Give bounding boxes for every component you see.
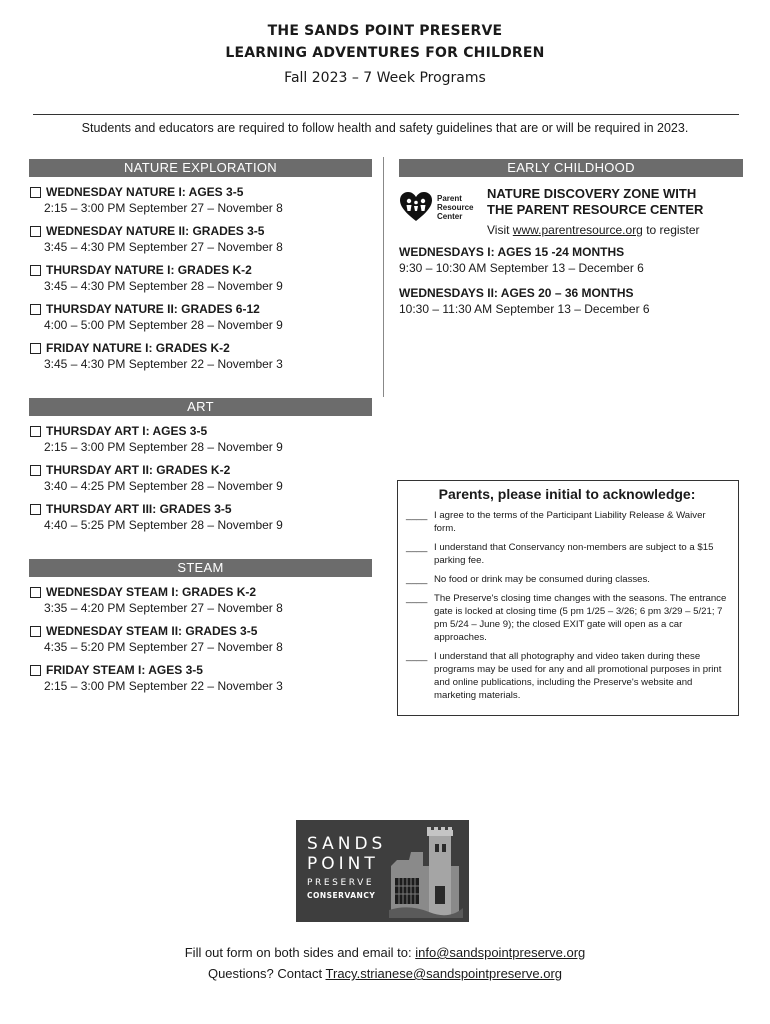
document-header [0, 20, 770, 90]
program-item [29, 341, 372, 372]
acknowledgement-text: I agree to the terms of the Participant Liability Release & Waiver form. [434, 510, 706, 534]
program-item [29, 263, 372, 294]
session-time: 9:30 – 10:30 AM September 13 – December 6 [399, 261, 644, 275]
section-bar-steam: STEAM [29, 559, 372, 577]
program-item [29, 185, 372, 216]
initial-blank[interactable]: ____ [406, 651, 428, 662]
checkbox[interactable] [30, 343, 41, 354]
program-item [29, 585, 372, 616]
acknowledgement-item [406, 541, 728, 567]
parent-resource-center-block [399, 186, 743, 237]
footer [0, 942, 770, 984]
initial-blank[interactable]: ____ [406, 510, 428, 521]
program-time: 3:40 – 4:25 PM September 28 – November 9 [44, 479, 283, 493]
program-time: 4:00 – 5:00 PM September 28 – November 9 [44, 318, 283, 332]
column-divider [383, 157, 384, 397]
program-name: FRIDAY NATURE I: GRADES K-2 [46, 341, 230, 355]
acknowledgement-text: The Preserve's closing time changes with the seasons. The entrance gate is locked at closing time (5 pm 1/25 – 3/26; 6 pm 3/29 – 5/21; 7 pm 5/24 – June 9); the closed EXIT gate will open as a car approaches. [434, 593, 727, 643]
session-item [399, 286, 743, 317]
checkbox[interactable] [30, 587, 41, 598]
title-line-2: LEARNING ADVENTURES FOR CHILDREN [225, 45, 545, 61]
heart-family-icon [399, 191, 433, 223]
program-name: THURSDAY ART I: AGES 3-5 [46, 424, 208, 438]
program-name: THURSDAY ART III: GRADES 3-5 [46, 502, 232, 516]
program-item [29, 663, 372, 694]
program-item [29, 424, 372, 455]
session-name: WEDNESDAYS II: AGES 20 – 36 MONTHS [399, 286, 634, 300]
checkbox[interactable] [30, 426, 41, 437]
prc-logo-label: Parent Resource Center [437, 193, 474, 221]
parent-resource-center-logo [399, 186, 487, 228]
program-name: THURSDAY ART II: GRADES K-2 [46, 463, 231, 477]
acknowledgement-item [406, 650, 728, 702]
program-name: FRIDAY STEAM I: AGES 3-5 [46, 663, 203, 677]
subtitle: Fall 2023 – 7 Week Programs [284, 70, 486, 86]
program-time: 4:35 – 5:20 PM September 27 – November 8 [44, 640, 283, 654]
program-name: THURSDAY NATURE I: GRADES K-2 [46, 263, 252, 277]
checkbox[interactable] [30, 265, 41, 276]
checkbox[interactable] [30, 304, 41, 315]
session-time: 10:30 – 11:30 AM September 13 – December 6 [399, 302, 650, 316]
prc-heading-2: THE PARENT RESOURCE CENTER [487, 202, 704, 217]
checkbox[interactable] [30, 187, 41, 198]
program-name: WEDNESDAY STEAM II: GRADES 3-5 [46, 624, 258, 638]
program-item [29, 624, 372, 655]
program-time: 2:15 – 3:00 PM September 22 – November 3 [44, 679, 283, 693]
program-item [29, 224, 372, 255]
castle-icon [389, 826, 463, 918]
section-bar-art: ART [29, 398, 372, 416]
checkbox[interactable] [30, 626, 41, 637]
acknowledgement-item [406, 573, 728, 586]
acknowledgement-box [397, 480, 739, 716]
sands-point-logo [296, 820, 469, 922]
checkbox[interactable] [30, 226, 41, 237]
initial-blank[interactable]: ____ [406, 574, 428, 585]
info-email-link[interactable]: info@sandspointpreserve.org [415, 945, 586, 960]
initial-blank[interactable]: ____ [406, 593, 428, 604]
header-rule [33, 114, 739, 115]
program-name: WEDNESDAY NATURE II: GRADES 3-5 [46, 224, 265, 238]
program-time: 3:45 – 4:30 PM September 28 – November 9 [44, 279, 283, 293]
visit-line: Visit www.parentresource.org to register [487, 223, 700, 237]
program-name: THURSDAY NATURE II: GRADES 6-12 [46, 302, 260, 316]
acknowledgement-text: I understand that all photography and video taken during these programs may be used for any and all promotional purposes in print and online publications, including the Preserve's website and marketing materials. [434, 651, 722, 701]
program-item [29, 463, 372, 494]
program-time: 3:35 – 4:20 PM September 27 – November 8 [44, 601, 283, 615]
left-column [29, 159, 372, 694]
health-notice: Students and educators are required to follow health and safety guidelines that are or will be required in 2023. [81, 121, 689, 135]
acknowledgement-item [406, 509, 728, 535]
program-time: 3:45 – 4:30 PM September 22 – November 3 [44, 357, 283, 371]
program-time: 2:15 – 3:00 PM September 28 – November 9 [44, 440, 283, 454]
section-bar-nature: NATURE EXPLORATION [29, 159, 372, 177]
footer-line-1: Fill out form on both sides and email to: info@sandspointpreserve.org [184, 945, 586, 960]
checkbox[interactable] [30, 665, 41, 676]
initial-blank[interactable]: ____ [406, 542, 428, 553]
program-name: WEDNESDAY STEAM I: GRADES K-2 [46, 585, 257, 599]
acknowledgement-text: No food or drink may be consumed during classes. [434, 574, 650, 585]
session-item [399, 245, 743, 276]
acknowledgement-title: Parents, please initial to acknowledge: [438, 486, 696, 502]
checkbox[interactable] [30, 465, 41, 476]
program-time: 3:45 – 4:30 PM September 27 – November 8 [44, 240, 283, 254]
prc-text [487, 186, 703, 237]
title-line-1: THE SANDS POINT PRESERVE [267, 23, 503, 39]
prc-heading-1: NATURE DISCOVERY ZONE WITH [487, 186, 697, 201]
right-column [399, 159, 743, 317]
program-name: WEDNESDAY NATURE I: AGES 3-5 [46, 185, 244, 199]
parentresource-link[interactable]: www.parentresource.org [512, 223, 643, 237]
program-item [29, 502, 372, 533]
logo-wordmark: SANDS POINT PRESERVE CONSERVANCY [307, 834, 387, 900]
checkbox[interactable] [30, 504, 41, 515]
footer-line-2: Questions? Contact Tracy.strianese@sandspointpreserve.org [207, 966, 563, 981]
acknowledgement-item [406, 592, 728, 644]
contact-email-link[interactable]: Tracy.strianese@sandspointpreserve.org [325, 966, 563, 981]
program-time: 2:15 – 3:00 PM September 27 – November 8 [44, 201, 283, 215]
section-bar-early-childhood: EARLY CHILDHOOD [399, 159, 743, 177]
session-name: WEDNESDAYS I: AGES 15 -24 MONTHS [399, 245, 625, 259]
program-time: 4:40 – 5:25 PM September 28 – November 9 [44, 518, 283, 532]
program-item [29, 302, 372, 333]
acknowledgement-text: I understand that Conservancy non-members are subject to a $15 parking fee. [434, 542, 714, 566]
